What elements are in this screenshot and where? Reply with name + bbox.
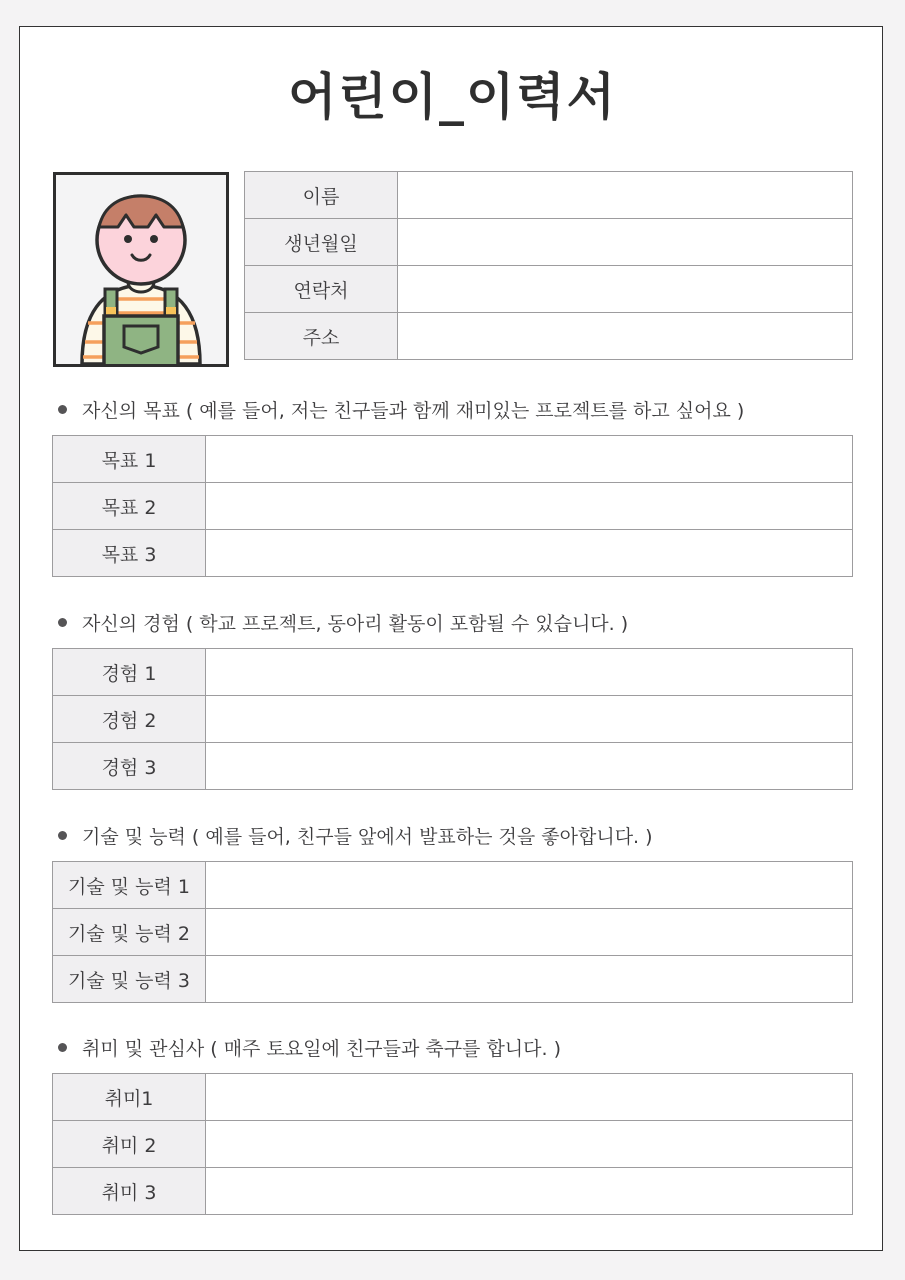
child-avatar-icon (56, 175, 226, 364)
skills-table (52, 861, 853, 1003)
hobby-2-field[interactable] (206, 1121, 853, 1168)
table-row (53, 530, 853, 577)
goal-3-label: 목표 3 (53, 530, 206, 577)
table-row (53, 862, 853, 909)
skill-1-label: 기술 및 능력 1 (53, 862, 206, 909)
goals-heading (58, 394, 744, 424)
table-row (53, 649, 853, 696)
address-label: 주소 (245, 313, 398, 360)
experience-2-label: 경험 2 (53, 696, 206, 743)
experience-table (52, 648, 853, 790)
hobby-2-label: 취미 2 (53, 1121, 206, 1168)
table-row (245, 266, 853, 313)
birthdate-field[interactable] (398, 219, 853, 266)
personal-info-table (244, 171, 853, 360)
birthdate-label: 생년월일 (245, 219, 398, 266)
experience-1-field[interactable] (206, 649, 853, 696)
name-label: 이름 (245, 172, 398, 219)
table-row (53, 483, 853, 530)
bullet-icon (58, 618, 67, 627)
experience-heading (58, 607, 628, 637)
table-row (53, 956, 853, 1003)
table-row (53, 1074, 853, 1121)
experience-3-field[interactable] (206, 743, 853, 790)
skill-2-label: 기술 및 능력 2 (53, 909, 206, 956)
skill-3-label: 기술 및 능력 3 (53, 956, 206, 1003)
name-field[interactable] (398, 172, 853, 219)
contact-label: 연락처 (245, 266, 398, 313)
photo-frame (53, 172, 229, 367)
experience-1-label: 경험 1 (53, 649, 206, 696)
contact-field[interactable] (398, 266, 853, 313)
page-title: 어린이_이력서 (288, 68, 617, 126)
table-row (245, 313, 853, 360)
table-row (245, 219, 853, 266)
hobby-1-field[interactable] (206, 1074, 853, 1121)
address-field[interactable] (398, 313, 853, 360)
skills-heading (58, 820, 653, 850)
table-row (53, 1168, 853, 1215)
skill-1-field[interactable] (206, 862, 853, 909)
bullet-icon (58, 831, 67, 840)
table-row (53, 909, 853, 956)
hobbies-heading-text: 취미 및 관심사 ( 매주 토요일에 친구들과 축구를 합니다. ) (82, 1037, 562, 1060)
bullet-icon (58, 1043, 67, 1052)
table-row (53, 436, 853, 483)
goal-3-field[interactable] (206, 530, 853, 577)
hobbies-table (52, 1073, 853, 1215)
bullet-icon (58, 405, 67, 414)
table-row (53, 1121, 853, 1168)
hobby-3-field[interactable] (206, 1168, 853, 1215)
table-row (53, 696, 853, 743)
experience-heading-text: 자신의 경험 ( 학교 프로젝트, 동아리 활동이 포함될 수 있습니다. ) (82, 612, 629, 635)
experience-3-label: 경험 3 (53, 743, 206, 790)
goal-2-field[interactable] (206, 483, 853, 530)
hobbies-heading (58, 1032, 561, 1062)
goal-1-field[interactable] (206, 436, 853, 483)
experience-2-field[interactable] (206, 696, 853, 743)
hobby-1-label: 취미1 (53, 1074, 206, 1121)
hobby-3-label: 취미 3 (53, 1168, 206, 1215)
goals-heading-text: 자신의 목표 ( 예를 들어, 저는 친구들과 함께 재미있는 프로젝트를 하고 싶어요 ) (82, 399, 745, 422)
goals-table (52, 435, 853, 577)
skills-heading-text: 기술 및 능력 ( 예를 들어, 친구들 앞에서 발표하는 것을 좋아합니다. ) (82, 825, 653, 848)
table-row (245, 172, 853, 219)
goal-2-label: 목표 2 (53, 483, 206, 530)
table-row (53, 743, 853, 790)
skill-3-field[interactable] (206, 956, 853, 1003)
skill-2-field[interactable] (206, 909, 853, 956)
goal-1-label: 목표 1 (53, 436, 206, 483)
